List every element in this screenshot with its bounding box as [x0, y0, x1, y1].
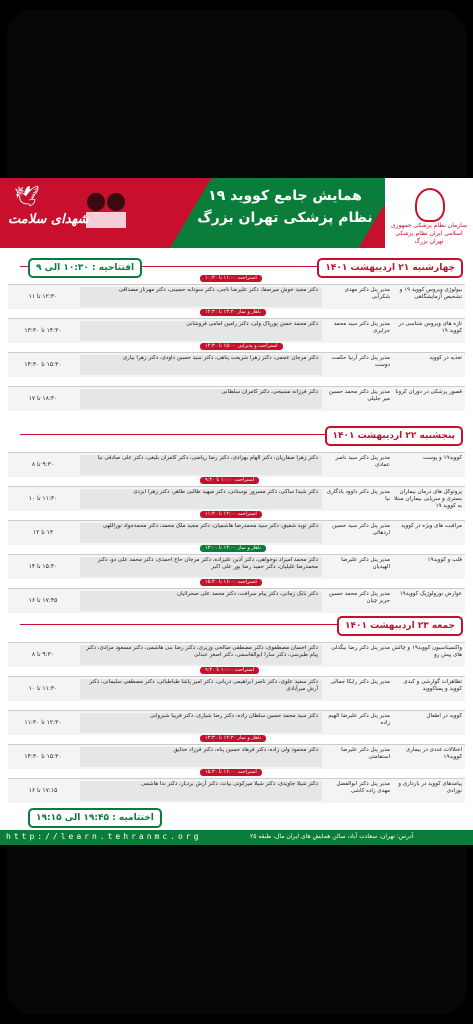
session-time: ۱۷:۱۵ تا ۱۶ — [28, 787, 58, 794]
session-topic: پیامدهای کووید در بارداری و نوزادی — [398, 781, 462, 794]
session-speakers: دکتر سید محمد حسین سلطان زاده، دکتر رضا شیاری، دکتر فریبا شیروانی — [80, 713, 322, 733]
session-moderator: مدیر پنل دکتر سید حسین اردهالی — [332, 523, 390, 536]
org-name: سازمان نظام پزشکی جمهوری اسلامی ایران نظام پزشکی تهران بزرگ — [390, 222, 468, 245]
session-time: ۱۸:۳۰ تا ۱۷ — [28, 395, 58, 402]
session-time: ۱۲:۳۰ تا ۱۱ — [28, 293, 58, 300]
footer-address: آدرس: تهران، سعادت آباد، سالن همایش های ایران مال، طبقه ۲۵ — [250, 833, 414, 840]
session-moderator: مدیر پنل دکتر داوود یادگاری نیا — [326, 489, 390, 502]
session-moderator: مدیر پنل دکتر محمد حسین میر جلیلی — [328, 389, 390, 402]
session-time: ۱۷:۴۵ تا ۱۶ — [28, 597, 58, 604]
session-topic: پروتوکل های درمان بیماران بستری و سرپایی بیماران مبتلا به کووید ۱۹ — [394, 489, 462, 509]
day-header: پنجشنبه ۲۲ اردیبهشت ۱۴۰۱ — [325, 426, 463, 446]
session-topic: واکسیناسیون کووید۱۹ و چالش های پیش رو — [392, 645, 462, 658]
session-row — [8, 486, 465, 511]
session-time: ۹:۳۰ تا ۸ — [31, 651, 55, 658]
session-topic: تغذیه در کووید — [429, 355, 462, 361]
session-topic: تازه های ویروس شناسی در کووید ۱۹ — [398, 321, 462, 334]
session-speakers: دکتر مجید خوش میرصفا، دکتر علیرضا ناجی، دکتر سودابه حسینی، دکتر مهرناز مصداقی — [80, 287, 322, 307]
session-row — [8, 352, 465, 377]
banner-title — [190, 188, 380, 226]
session-moderator: مدیر پنل دکتر رضا بیگدلی — [331, 645, 390, 651]
session-moderator: مدیر پنل دکتر علیرضا استقامتی — [341, 747, 390, 760]
break-label: ناهار و نماز ۱۴:۳۰ تا ۱۳:۳۰ — [200, 735, 266, 742]
session-topic: عوارض نورولوژیک کووید۱۹ — [399, 591, 462, 597]
break-label: استراحت و پذیرایی ۱۵:۰۰ تا ۱۴:۳۰ — [200, 343, 283, 350]
session-topic: قلب و کووید۱۹ — [427, 557, 462, 563]
session-time: ۱۱:۳۰ تا ۱۰ — [28, 495, 58, 502]
schedule-document — [0, 178, 473, 845]
session-moderator: مدیر پنل دکتر علیرضا الهیدیان — [341, 557, 390, 570]
day-header: چهارشنبه ۲۱ اردیبهشت ۱۴۰۱ — [317, 258, 463, 278]
session-row — [8, 452, 465, 477]
session-speakers: دکتر بابک زمانی، دکتر پیام سرافت، دکتر محمد علی صحرائیان — [80, 591, 322, 611]
session-moderator: مدیر پنل دکتر رایکا جمالی — [330, 679, 390, 685]
session-topic: بیولوژی ویروس کووید ۱۹ و تشخیص آزمایشگاهی — [399, 287, 462, 300]
session-time: ۱۱:۳۰ تا ۱۰ — [28, 685, 58, 692]
session-moderator: مدیر پنل دکتر علیرضا الهیم زاده — [328, 713, 390, 726]
break-label: استراحت ۱۱:۰۰ تا ۱۰:۳۰ — [200, 275, 262, 282]
break-label: استراحت ۱۲:۰۰ تا ۱۱:۳۰ — [200, 511, 262, 518]
session-time: ۱۳ تا ۱۲ — [32, 529, 54, 536]
session-speakers: دکتر محمد حسن پورپاک ولی، دکتر رامین امامی فروشانی — [80, 321, 322, 341]
session-row — [8, 588, 465, 613]
session-topic: کووید در اطفال — [426, 713, 462, 719]
day-divider-line — [20, 434, 370, 435]
session-moderator: مدیر پنل دکتر مهدی شکرآبی — [344, 287, 390, 300]
session-row — [8, 284, 465, 309]
footer — [0, 830, 473, 845]
session-speakers: دکتر احسان مصطفوی، دکتر مصطفی صالحی وزیری، دکتر رضا بنی هاشمی، دکتر مسعود مرادی، دکتر پیام طبرسی، دکتر سارا ابوالقاسمی، دکتر اصغر عبدلی — [80, 645, 322, 665]
session-row — [8, 386, 465, 411]
day-divider-line — [20, 624, 370, 625]
session-row — [8, 318, 465, 343]
session-row — [8, 744, 465, 769]
closing-label: اختتامیه : ۱۹:۴۵ الی ۱۹:۱۵ — [28, 808, 162, 828]
slogan: شهدای سلامت — [8, 212, 89, 227]
session-moderator: مدیر پنل دکتر سید محمد جزایری — [333, 321, 390, 334]
doves-icon: 🕊 — [14, 184, 40, 208]
day-header: جمعه ۲۳ اردیبهشت ۱۴۰۱ — [337, 616, 463, 636]
title-line-1: همایش جامع کووید ۱۹ — [208, 188, 362, 204]
session-speakers: دکتر سعید علوی، دکتر ناصر ابراهیمی دریانی، دکتر امیر پاشا طباطبائی، دکتر مصطفی سلیمانی، دکتر آرش میرآبادی — [80, 679, 322, 699]
session-topic: مراقبت های ویژه در کووید — [401, 523, 462, 529]
session-speakers: دکتر نوید شفیق، دکتر سید محمدرضا هاشمیان، دکتر مجید ملک محمد، دکتر محمدجواد نوراللهی — [80, 523, 322, 543]
session-speakers: دکتر محمود ولی زاده، دکتر فرهاد حسین پناه، دکتر فرزاد حدایق — [80, 747, 322, 767]
session-time: ۱۴:۳۰ تا ۱۳:۳۰ — [24, 327, 62, 334]
session-speakers: دکتر شیلا جاویدی، دکتر شیلا میرکوتی بیات، دکتر آرش بردبار، دکتر ندا هاشمی — [80, 781, 322, 801]
session-topic: قصور پزشکی در دوران کرونا — [395, 389, 462, 395]
session-moderator: مدیر پنل دکتر محمد حسین حریر چیان — [328, 591, 390, 604]
session-row — [8, 676, 465, 701]
session-speakers: دکتر مرجان عجمی، دکتر زهرا شریعت پناهی، دکتر سید حسین داودی، دکتر زهرا بیاری — [80, 355, 322, 375]
title-line-2: نظام پزشکی تهران بزرگ — [197, 210, 373, 226]
session-row — [8, 520, 465, 545]
break-label: استراحت ۱۰:۰۰ تا ۹:۳۰ — [200, 667, 259, 674]
break-label: ناهار و نماز ۱۳:۳۰ تا ۱۲:۳۰ — [200, 309, 266, 316]
session-speakers: دکتر محمد امیراد نوخواهی، دکتر آذین علیزاده، دکتر مرجان حاج احمدی، دکتر محمد علی دو، دکتر محمدرضا غلیلیان، دکتر حمید رضا پور علی اکبر — [80, 557, 322, 577]
session-time: ۱۲:۳۰ تا ۱۱:۳۰ — [24, 719, 62, 726]
session-moderator: مدیر پنل دکتر آرتیا حکمت دوست — [331, 355, 390, 368]
session-time: ۱۵:۳۰ تا ۱۴:۳۰ — [24, 753, 62, 760]
session-speakers: دکتر شیدا ساکی، دکتر مسرور بوستانی، دکتر میهید طالبی طاهر، دکتر زهرا ایزدی — [80, 489, 322, 509]
break-label: استراحت ۱۰:۰۰ تا ۹:۳۰ — [200, 477, 259, 484]
session-row — [8, 642, 465, 667]
session-topic: کووید۱۹ و پوست — [422, 455, 462, 461]
footer-url[interactable]: http://learn.tehranmc.org — [6, 832, 202, 841]
session-speakers: دکتر زهرا صفاریان، دکتر الهام بهزادی، دکتر رضا ریاضی، دکتر کامران بلیغی، دکتر علی صادقی نیا — [80, 455, 322, 475]
session-row — [8, 778, 465, 803]
break-label: استراحت ۱۶:۰۰ تا ۱۵:۳۰ — [200, 579, 262, 586]
session-topic: اختلالات غددی در بیماری کووید۱۹ — [405, 747, 462, 760]
session-row — [8, 710, 465, 735]
break-label: استراحت ۱۶:۰۰ تا ۱۵:۳۰ — [200, 769, 262, 776]
session-time: ۱۵:۳۰ تا ۱۴ — [28, 563, 58, 570]
break-label: ناهار و نماز ۱۴:۰۰ تا ۱۳:۰۰ — [200, 545, 266, 552]
opening-label: افتتاحیه : ۱۰:۳۰ الی ۹ — [28, 258, 142, 278]
session-time: ۹:۳۰ تا ۸ — [31, 461, 55, 468]
medical-council-logo-icon — [415, 188, 445, 222]
session-moderator: مدیر پنل دکتر سید ناصر عمادی — [335, 455, 390, 468]
session-moderator: مدیر پنل دکتر ابوالفضل مهدی زاده کاشی — [336, 781, 390, 794]
session-topic: تظاهرات گوارشی و کبدی کووید و پساکووید — [403, 679, 462, 692]
session-speakers: دکتر فرزانه مسیحی، دکتر کامران سلطانی — [80, 389, 322, 409]
session-time: ۱۵:۳۰ تا ۱۴:۳۰ — [24, 361, 62, 368]
banner — [0, 178, 473, 248]
session-row — [8, 554, 465, 579]
